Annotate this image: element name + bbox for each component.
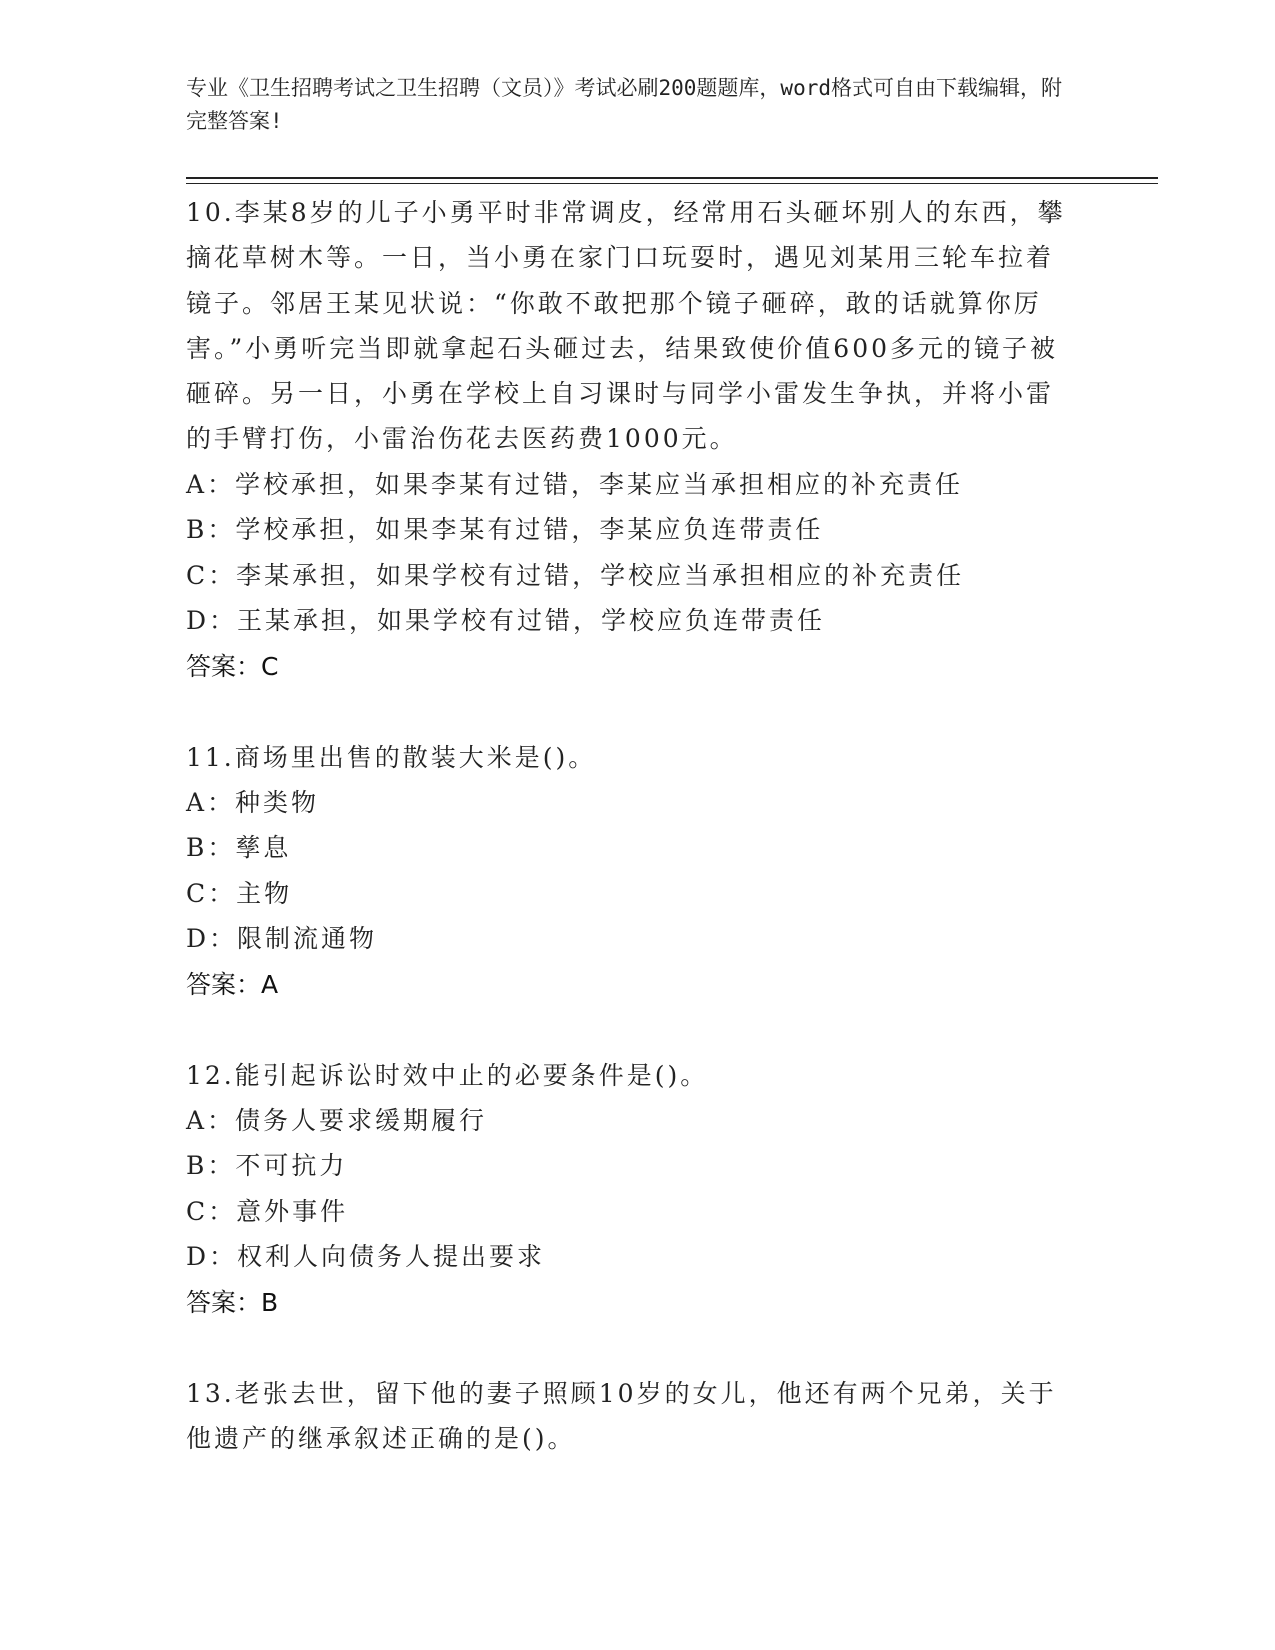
answer-text: 答案：C — [186, 651, 279, 681]
answer-text: 答案：B — [186, 1287, 279, 1317]
option-c: C：意外事件 — [186, 1196, 349, 1226]
question-stem: 11.商场里出售的散装大米是()。 — [186, 742, 597, 772]
question-13 — [186, 1371, 1066, 1461]
option-a: A：种类物 — [186, 787, 320, 817]
option-b: B：孳息 — [186, 833, 292, 863]
option-c: C：主物 — [186, 878, 293, 908]
option-a: A：学校承担，如果李某有过错，李某应当承担相应的补充责任 — [186, 469, 964, 499]
option-d: D：权利人向债务人提出要求 — [186, 1242, 546, 1272]
option-b: B：学校承担，如果李某有过错，李某应负连带责任 — [186, 515, 824, 545]
document-header: 专业《卫生招聘考试之卫生招聘（文员）》考试必刷200题题库，word格式可自由下载编辑，附完整答案! — [186, 76, 1062, 133]
header-divider-thick — [186, 177, 1158, 179]
question-list — [186, 190, 1066, 1507]
option-c: C：李某承担，如果学校有过错，学校应当承担相应的补充责任 — [186, 560, 965, 590]
question-10 — [186, 190, 1066, 689]
question-12 — [186, 1053, 1066, 1325]
question-stem: 12.能引起诉讼时效中止的必要条件是()。 — [186, 1060, 709, 1090]
option-b: B：不可抗力 — [186, 1151, 348, 1181]
answer-text: 答案：A — [186, 969, 279, 999]
question-stem: 10.李某8岁的儿子小勇平时非常调皮，经常用石头砸坏别人的东西，攀摘花草树木等。一日，当小勇在家门口玩耍时，遇见刘某用三轮车拉着镜子。邻居王某见状说：“你敢不敢把那个镜子砸碎，敢的话就算你厉害。”小勇听完当即就拿起石头砸过去，结果致使价值600多元的镜子被砸碎。另一日，小勇在学校上自习课时与同学小雷发生争执，并将小雷的手臂打伤，小雷治伤花去医药费1000元。 — [186, 198, 1066, 454]
question-11 — [186, 735, 1066, 1007]
option-a: A：债务人要求缓期履行 — [186, 1105, 488, 1135]
header-divider-thin — [186, 183, 1158, 184]
question-stem: 13.老张去世，留下他的妻子照顾10岁的女儿，他还有两个兄弟，关于他遗产的继承叙述正确的是()。 — [186, 1378, 1057, 1453]
option-d: D：限制流通物 — [186, 924, 378, 954]
option-d: D：王某承担，如果学校有过错，学校应负连带责任 — [186, 606, 826, 636]
